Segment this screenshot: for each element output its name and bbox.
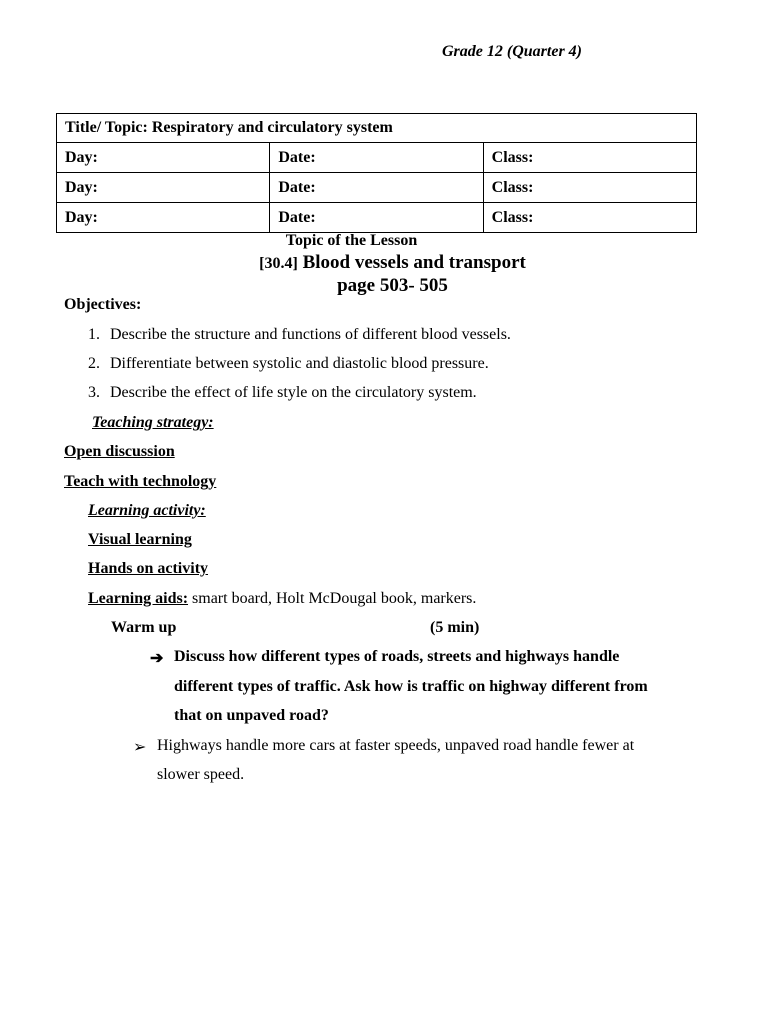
lesson-title: [0, 252, 768, 274]
objective-item: [88, 326, 511, 344]
class-cell: Class:: [483, 203, 696, 233]
activity-hands-on: Hands on activity: [88, 560, 209, 577]
date-cell: Date:: [270, 143, 483, 173]
topic-of-lesson-label: Topic of the Lesson: [285, 232, 418, 249]
warm-up-time: (5 min): [430, 619, 480, 636]
day-cell: Day:: [57, 203, 270, 233]
table-row: [57, 203, 697, 233]
date-cell: Date:: [270, 173, 483, 203]
arrowhead-bullet-icon: ➢: [133, 739, 147, 756]
lesson-title-text: Blood vessels and transport: [302, 252, 526, 273]
class-cell: Class:: [483, 173, 696, 203]
warm-up-label: Warm up: [111, 619, 177, 636]
objective-text: Describe the effect of life style on the circulatory system.: [110, 384, 477, 401]
learning-aids-text: smart board, Holt McDougal book, markers.: [188, 590, 477, 607]
class-cell: Class:: [483, 143, 696, 173]
teaching-strategy-heading: Teaching strategy:: [92, 414, 214, 431]
objective-number: 3.: [88, 384, 100, 401]
day-cell: Day:: [57, 143, 270, 173]
strategy-open-discussion: Open discussion: [64, 443, 175, 460]
activity-visual-learning: Visual learning: [88, 531, 192, 548]
objective-item: [88, 355, 489, 373]
objective-text: Differentiate between systolic and diastolic blood pressure.: [110, 355, 489, 372]
learning-aids: [88, 590, 476, 608]
objective-number: 1.: [88, 326, 100, 343]
topic-title-cell: Title/ Topic: Respiratory and circulatory system: [57, 114, 697, 143]
table-row: [57, 173, 697, 203]
objectives-heading: Objectives:: [64, 296, 142, 313]
grade-header: Grade 12 (Quarter 4): [442, 43, 582, 60]
lesson-info-table: [56, 113, 697, 233]
warm-up-question-line: Discuss how different types of roads, streets and highways handle: [174, 648, 620, 665]
learning-activity-heading: Learning activity:: [88, 502, 206, 519]
day-cell: Day:: [57, 173, 270, 203]
learning-aids-label: Learning aids:: [88, 590, 189, 607]
table-row: [57, 143, 697, 173]
date-cell: Date:: [270, 203, 483, 233]
objective-text: Describe the structure and functions of different blood vessels.: [110, 326, 511, 343]
warm-up-answer-line: Highways handle more cars at faster speeds, unpaved road handle fewer at: [157, 737, 635, 754]
strategy-teach-with-technology: Teach with technology: [64, 473, 217, 490]
objective-item: [88, 384, 477, 402]
arrow-right-icon: ➔: [150, 650, 164, 667]
warm-up-answer-line: slower speed.: [157, 766, 245, 783]
page-range: page 503- 505: [337, 275, 448, 296]
objective-number: 2.: [88, 355, 100, 372]
warm-up-question-line: different types of traffic. Ask how is traffic on highway different from: [174, 678, 648, 695]
warm-up-question-line: that on unpaved road?: [174, 707, 329, 724]
section-number: [30.4]: [259, 255, 298, 272]
